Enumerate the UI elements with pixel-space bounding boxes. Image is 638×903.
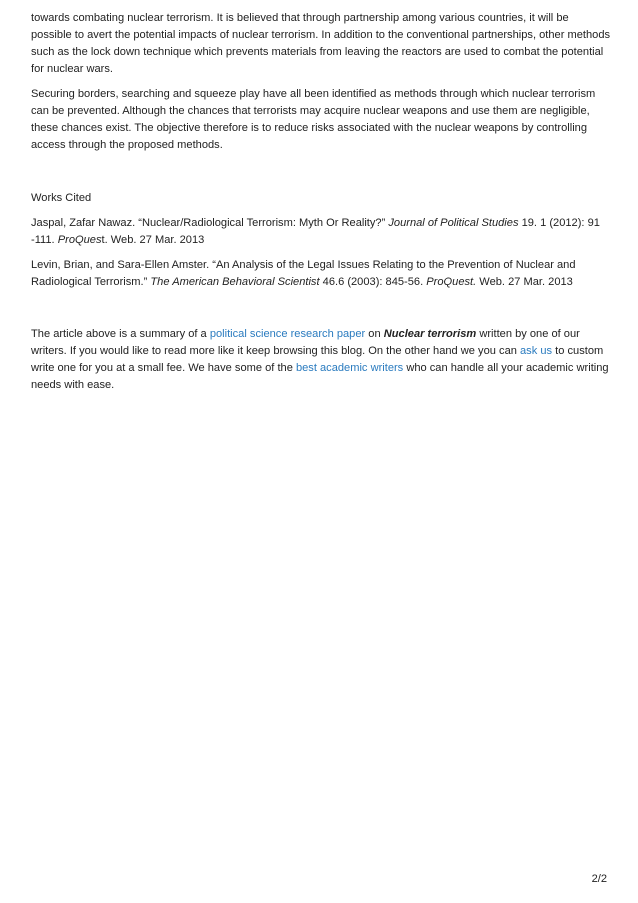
works-cited-heading: Works Cited <box>31 192 92 204</box>
citation-2-authors: Levin, Brian, and Sara-Ellen Amster. “An Analysis of the Legal Issues Relating to the Prevention of Nuclear and Radiological Terrorism.” <box>31 259 576 288</box>
summary-text-1: The article above is a summary of a <box>31 328 210 340</box>
summary-note <box>31 326 611 394</box>
citation-1-database: ProQues <box>57 234 102 246</box>
citation-2-database: ProQuest. <box>426 276 477 288</box>
body-paragraph-1: towards combating nuclear terrorism. It is believed that through partnership among various countries, it will be possible to avert the potential impacts of nuclear terrorism. In addition to the conventional partnerships, other methods such as the lock down technique which prevents materials from leaving the reactors are used to combat the potential for nuclear wars. <box>31 12 611 75</box>
citation-1-journal: Journal of Political Studies <box>388 217 519 229</box>
summary-text-5: who can handle all your academic writing needs with ease. <box>31 362 609 391</box>
political-science-paper-link[interactable]: political science research paper <box>209 328 366 340</box>
body-paragraph-2: Securing borders, searching and squeeze play have all been identified as methods through which nuclear terrorism can be prevented. Although the chances that terrorists may acquire nuclear weapons and use them are negligible, these chances exist. The objective therefore is to reduce risks associated with the nuclear weapons by controlling access through the proposed methods. <box>31 88 596 151</box>
citation-2-volume: 46.6 (2003): 845-56. <box>319 276 427 288</box>
summary-text-4: to custom write one for you at a small fee. We have some of the <box>31 345 604 374</box>
summary-text-2: on <box>365 328 384 340</box>
citation-2 <box>31 257 611 291</box>
citation-1-access: t. Web. 27 Mar. 2013 <box>101 234 205 246</box>
topic-label: Nuclear terrorism <box>383 328 477 340</box>
citation-2-access: Web. 27 Mar. 2013 <box>476 276 573 288</box>
summary-text-3: written by one of our writers. If you would like to read more like it keep browsing this blog. On the other hand we you can <box>31 328 580 357</box>
page-number: 2/2 <box>591 873 607 885</box>
document-page <box>31 10 611 402</box>
citation-1-volume: 19. 1 (2012): 91 -111. <box>31 217 600 246</box>
citation-1 <box>31 215 611 249</box>
citation-2-journal: The American Behavioral Scientist <box>150 276 320 288</box>
citation-1-authors: Jaspal, Zafar Nawaz. “Nuclear/Radiological Terrorism: Myth Or Reality?” <box>31 217 389 229</box>
ask-us-link[interactable]: ask us <box>520 345 553 357</box>
best-writers-link[interactable]: best academic writers <box>295 362 404 374</box>
